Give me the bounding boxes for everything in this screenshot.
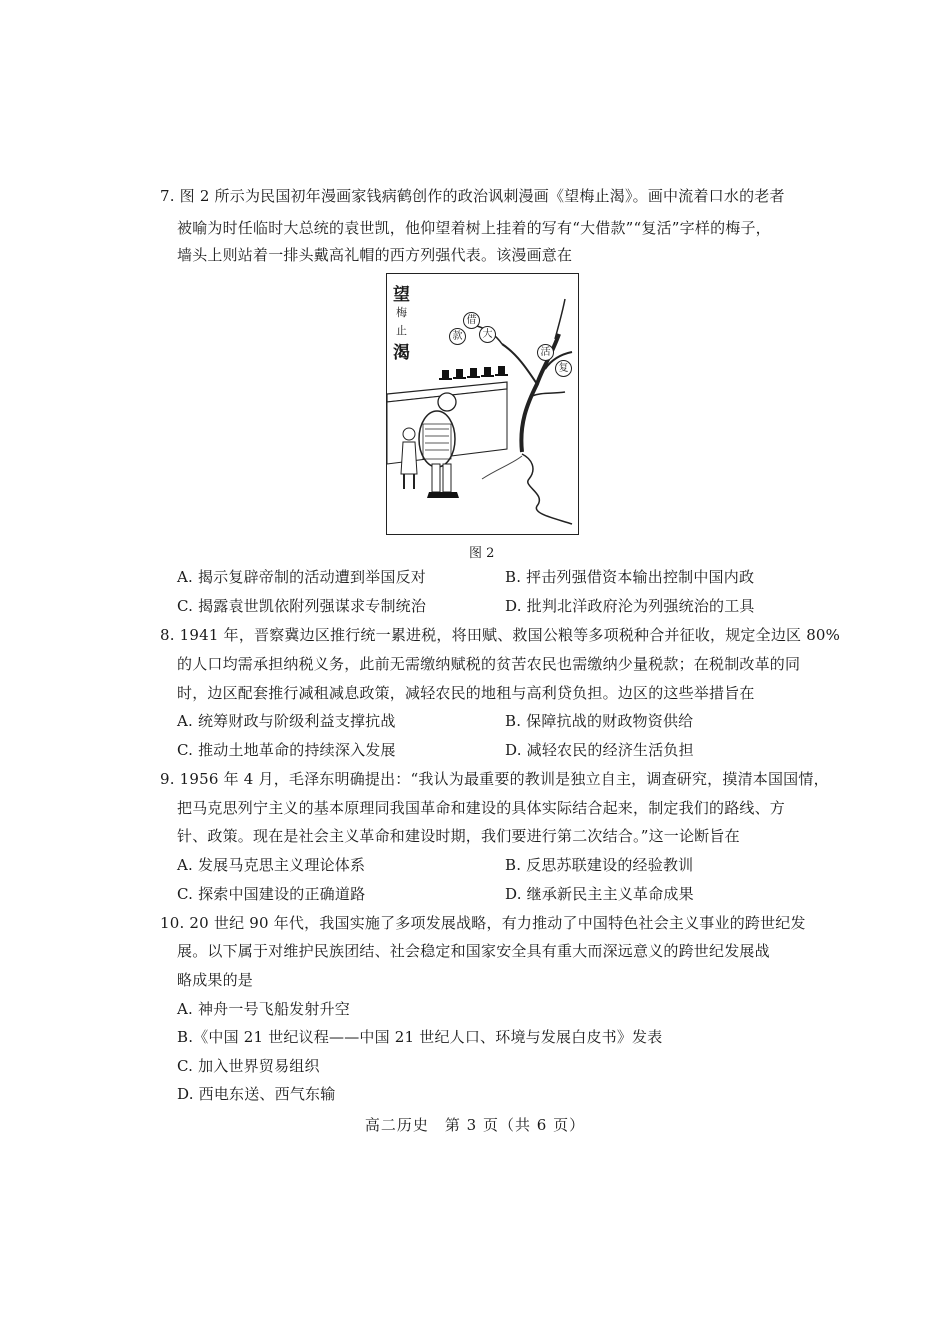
cartoon-title-char-4: 渴 [393, 343, 410, 363]
page-footer: 高二历史 第 3 页（共 6 页） [364, 1116, 586, 1134]
cartoon-title-char-3: 止 [396, 324, 407, 337]
cartoon-title-char-1: 望 [393, 285, 410, 305]
q7-stem-line-1: 7. 图 2 所示为民国初年漫画家钱病鹤创作的政治讽刺漫画《望梅止渴》。画中流着口水的老者 [160, 187, 785, 205]
q9-option-b: B. 反思苏联建设的经验教训 [505, 856, 694, 874]
q8-option-d: D. 减轻农民的经济生活负担 [505, 741, 694, 759]
plum-label-kuan: 款 [449, 328, 466, 345]
q10-option-d: D. 西电东送、西气东输 [177, 1085, 336, 1103]
plum-label-da: 大 [479, 326, 496, 343]
plum-label-jie: 借 [463, 312, 480, 329]
q10-stem-line-3: 略成果的是 [177, 971, 254, 989]
q7-option-b: B. 抨击列强借资本输出控制中国内政 [505, 568, 755, 586]
q8-option-c: C. 推动土地革命的持续深入发展 [177, 741, 396, 759]
q10-stem-line-2: 展。以下属于对维护民族团结、社会稳定和国家安全具有重大而深远意义的跨世纪发展战 [177, 942, 770, 960]
q9-stem-line-3: 针、政策。现在是社会主义革命和建设时期，我们要进行第二次结合。”这一论断旨在 [177, 827, 740, 845]
cartoon-figure [386, 273, 579, 535]
q10-option-c: C. 加入世界贸易组织 [177, 1057, 320, 1075]
q8-option-b: B. 保障抗战的财政物资供给 [505, 712, 694, 730]
q8-stem-line-3: 时，边区配套推行减租减息政策，减轻农民的地租与高利贷负担。边区的这些举措旨在 [177, 684, 755, 702]
figure-caption: 图 2 [469, 546, 495, 561]
cartoon-title-char-2: 梅 [396, 306, 407, 319]
q9-option-c: C. 探索中国建设的正确道路 [177, 885, 366, 903]
q7-stem-line-2: 被喻为时任临时大总统的袁世凯，他仰望着树上挂着的写有“大借款”“复活”字样的梅子， [177, 219, 771, 237]
q8-stem-line-2: 的人口均需承担纳税义务，此前无需缴纳赋税的贫苦农民也需缴纳少量税款；在税制改革的同 [177, 655, 801, 673]
q7-option-c: C. 揭露袁世凯依附列强谋求专制统治 [177, 597, 427, 615]
q8-option-a: A. 统筹财政与阶级利益支撑抗战 [177, 712, 396, 730]
cartoon-illustration [387, 274, 577, 533]
q8-stem-line-1: 8. 1941 年，晋察冀边区推行统一累进税，将田赋、救国公粮等多项税种合并征收，规定全边区 80% [160, 626, 841, 644]
q9-option-d: D. 继承新民主主义革命成果 [505, 885, 694, 903]
plum-label-huo: 活 [537, 344, 554, 361]
plum-label-fu: 复 [555, 360, 572, 377]
q10-stem-line-1: 10. 20 世纪 90 年代，我国实施了多项发展战略，有力推动了中国特色社会主义事业的跨世纪发 [160, 914, 806, 932]
q7-option-a: A. 揭示复辟帝制的活动遭到举国反对 [177, 568, 426, 586]
q7-option-d: D. 批判北洋政府沦为列强统治的工具 [505, 597, 755, 615]
q9-stem-line-1: 9. 1956 年 4 月，毛泽东明确提出：“我认为最重要的教训是独立自主，调查研究，摸清本国国情， [160, 770, 829, 788]
q9-option-a: A. 发展马克思主义理论体系 [177, 856, 366, 874]
q10-option-a: A. 神舟一号飞船发射升空 [177, 1000, 350, 1018]
q10-option-b: B.《中国 21 世纪议程——中国 21 世纪人口、环境与发展白皮书》发表 [177, 1028, 663, 1046]
q7-stem-line-3: 墙头上则站着一排头戴高礼帽的西方列强代表。该漫画意在 [177, 246, 573, 264]
q9-stem-line-2: 把马克思列宁主义的基本原理同我国革命和建设的具体实际结合起来，制定我们的路线、方 [177, 799, 786, 817]
